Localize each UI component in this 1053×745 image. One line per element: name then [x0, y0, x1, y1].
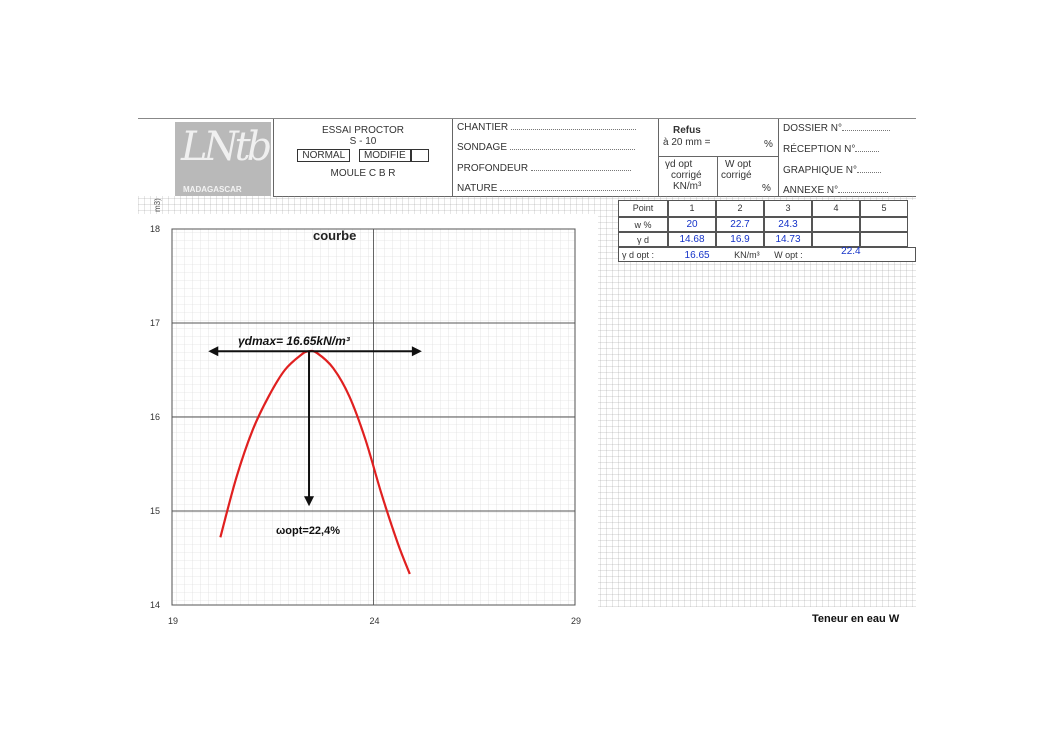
y-unit-fragment: m3)	[153, 198, 162, 212]
table-gamma-value-1: 14.68	[668, 232, 716, 247]
table-gamma-label: γ d	[618, 232, 668, 247]
reception-label: RÉCEPTION N°	[783, 144, 856, 155]
table-point-1: 1	[668, 200, 716, 217]
gamma-opt-unit: KN/m³	[673, 181, 702, 192]
logo-subtitle: MADAGASCAR	[183, 185, 242, 194]
table-gamma-value-3: 14.73	[764, 232, 812, 247]
table-point-4: 4	[812, 200, 860, 217]
gamma-opt-row-unit: KN/m³	[734, 250, 760, 260]
table-point-2: 2	[716, 200, 764, 217]
w-opt-unit: %	[762, 183, 771, 194]
dossier-label: DOSSIER N°	[783, 123, 843, 134]
moule-label: MOULE C B R	[330, 168, 396, 179]
test-code: S - 10	[349, 136, 377, 147]
refus-label: Refus	[673, 125, 701, 136]
table-point-label: Point	[618, 200, 668, 217]
x-tick-labels	[168, 616, 581, 626]
right-graph-paper	[598, 214, 916, 607]
x-tick-label: 24	[369, 616, 380, 626]
x-tick-label: 19	[168, 616, 179, 626]
sondage-label: SONDAGE	[457, 142, 508, 153]
normal-box: NORMAL	[297, 149, 350, 162]
test-title: ESSAI PROCTOR	[321, 125, 405, 136]
w-opt-label: W opt	[725, 159, 752, 170]
y-tick-label: 15	[150, 506, 161, 516]
table-opt-row	[618, 247, 916, 262]
table-w-value-1: 20	[668, 217, 716, 232]
table-w-value-3: 24.3	[764, 217, 812, 232]
gamma-max-annotation: γdmax= 16.65kN/m³	[238, 334, 350, 348]
table-w-value-2: 22.7	[716, 217, 764, 232]
profondeur-label: PROFONDEUR	[457, 163, 529, 174]
results-table	[618, 200, 916, 262]
y-tick-label: 16	[150, 412, 161, 422]
annexe-label: ANNEXE N°	[783, 185, 839, 196]
y-tick-label: 18	[150, 224, 161, 234]
table-w-label: w %	[618, 217, 668, 232]
table-gamma-value-2: 16.9	[716, 232, 764, 247]
graphique-label: GRAPHIQUE N°	[783, 165, 858, 176]
w-opt-sub: corrigé	[721, 170, 752, 181]
gamma-opt-sub: corrigé	[671, 170, 702, 181]
y-tick-labels	[150, 224, 160, 610]
table-gamma-value-5	[860, 232, 908, 247]
x-axis-label: Teneur en eau W	[812, 613, 900, 625]
table-point-5: 5	[860, 200, 908, 217]
y-tick-label: 17	[150, 318, 161, 328]
chantier-label: CHANTIER	[457, 122, 509, 133]
table-point-3: 3	[764, 200, 812, 217]
y-tick-label: 14	[150, 600, 161, 610]
modifie-box: MODIFIE	[359, 149, 411, 162]
table-gamma-value-4	[812, 232, 860, 247]
w-opt-row-value: 22.4	[841, 246, 861, 257]
gamma-opt-row-label: γ d opt :	[622, 250, 655, 260]
logo-mark: LNtb	[181, 124, 269, 170]
gamma-opt-row-value: 16.65	[684, 250, 710, 261]
nature-label: NATURE	[457, 183, 498, 194]
table-w-value-5	[860, 217, 908, 232]
refus-sub: à 20 mm =	[663, 137, 711, 148]
w-opt-row-label: W opt :	[774, 250, 803, 260]
refus-unit: %	[764, 139, 773, 150]
x-tick-label: 29	[571, 616, 582, 626]
gamma-opt-label: γd opt	[665, 159, 693, 170]
table-w-value-4	[812, 217, 860, 232]
w-opt-annotation: ωopt=22,4%	[276, 525, 341, 537]
chart-title: courbe	[313, 228, 357, 243]
